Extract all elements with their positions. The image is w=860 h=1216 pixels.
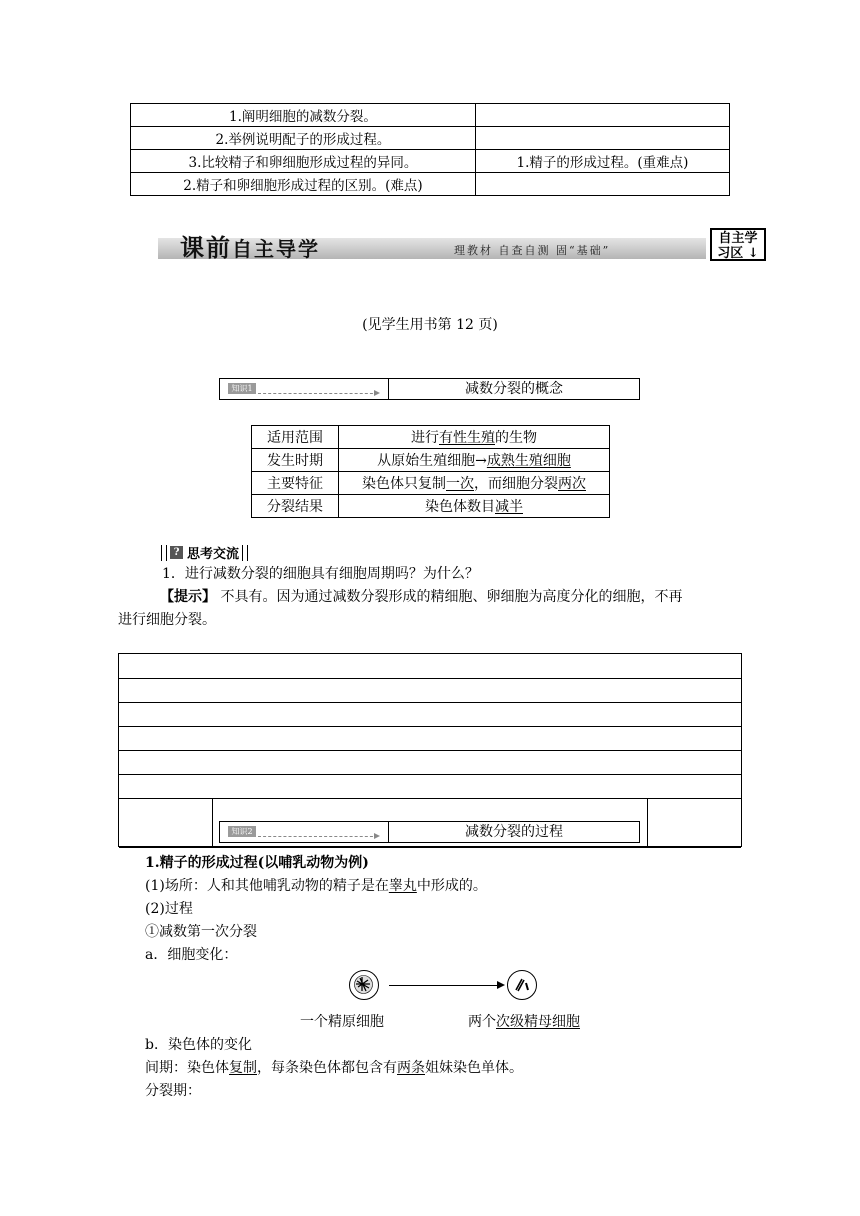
arrow-line — [389, 985, 499, 986]
knowledge-tag: 知识2 — [228, 826, 256, 837]
objective-cell: 3.比较精子和卵细胞形成过程的异同。 — [131, 150, 476, 173]
knowledge-title: 减数分裂的概念 — [465, 381, 563, 397]
dashed-arrow-icon — [258, 836, 378, 837]
table-row — [252, 426, 610, 449]
concept-value: 从原始生殖细胞→成熟生殖细胞 — [339, 449, 610, 472]
meiosis1-label: ①减数第一次分裂 — [145, 924, 257, 940]
table-row — [252, 449, 610, 472]
place-line: (1)场所：人和其他哺乳动物的精子是在睾丸中形成的。 — [145, 878, 487, 894]
table-row — [131, 104, 730, 127]
secondary-spermatocyte-icon — [507, 970, 537, 1000]
process-heading: 1.精子的形成过程(以哺乳动物为例) — [145, 855, 369, 871]
spermatogonium-icon — [349, 970, 379, 1000]
objective-cell: 1.精子的形成过程。(重难点) — [476, 150, 730, 173]
concept-table — [251, 425, 610, 518]
book-reference: (见学生用书第 12 页) — [362, 317, 498, 333]
table-row — [131, 150, 730, 173]
knowledge-header-2 — [219, 821, 640, 843]
banner-title-rest: 自主导学 — [232, 237, 320, 261]
lined-note-box — [118, 653, 742, 847]
think-answer-cont: 进行细胞分裂。 — [118, 612, 216, 628]
section-banner — [158, 228, 768, 264]
table-row — [252, 495, 610, 518]
think-heading — [158, 543, 251, 562]
arrow-head-icon — [497, 981, 505, 989]
box-line2: 习区 — [717, 246, 744, 261]
objective-cell — [476, 104, 730, 127]
banner-subtitle: 理教材 自查自测 固“基础” — [454, 244, 611, 257]
process-label: (2)过程 — [145, 901, 193, 917]
question-icon: ? — [170, 546, 183, 559]
objective-cell — [476, 173, 730, 196]
hint-label: 【提示】 — [160, 589, 216, 605]
banner-title — [180, 228, 320, 263]
chromosome-change-label: b．染色体的变化 — [145, 1037, 252, 1053]
table-row — [252, 472, 610, 495]
self-study-box — [710, 228, 766, 261]
think-question: 1．进行减数分裂的细胞具有细胞周期吗？为什么？ — [162, 566, 479, 582]
cell-diagram — [349, 970, 549, 1004]
cell-a-label: 一个精原细胞 — [300, 1014, 384, 1030]
interphase-line: 间期：染色体复制，每条染色体都包含有两条姐妹染色单体。 — [145, 1060, 523, 1076]
division-label: 分裂期： — [145, 1083, 201, 1099]
banner-title-main: 课前 — [180, 233, 232, 262]
objective-cell: 2.举例说明配子的形成过程。 — [131, 127, 476, 150]
down-arrow-icon: ↓ — [747, 246, 759, 261]
think-answer: 【提示】 不具有。因为通过减数分裂形成的精细胞、卵细胞为高度分化的细胞，不再 — [160, 589, 683, 605]
knowledge-title: 减数分裂的过程 — [465, 824, 563, 840]
concept-value: 进行有性生殖的生物 — [339, 426, 610, 449]
box-line1: 自主学 — [718, 231, 758, 246]
table-row — [131, 173, 730, 196]
concept-key: 发生时期 — [252, 449, 339, 472]
dashed-arrow-icon — [258, 393, 378, 394]
concept-key: 主要特征 — [252, 472, 339, 495]
concept-value: 染色体数目减半 — [339, 495, 610, 518]
think-title: 思考交流 — [187, 547, 240, 562]
objectives-table — [130, 103, 730, 196]
knowledge-header-1 — [219, 378, 640, 400]
right-arrow-icon: → — [475, 453, 487, 469]
concept-key: 分裂结果 — [252, 495, 339, 518]
concept-value: 染色体只复制一次，而细胞分裂两次 — [339, 472, 610, 495]
objective-cell — [476, 127, 730, 150]
objective-cell: 2.精子和卵细胞形成过程的区别。(难点) — [131, 173, 476, 196]
table-row — [131, 127, 730, 150]
objective-cell: 1.阐明细胞的减数分裂。 — [131, 104, 476, 127]
knowledge-tag: 知识1 — [228, 383, 256, 394]
cell-b-label: 两个次级精母细胞 — [468, 1014, 580, 1030]
concept-key: 适用范围 — [252, 426, 339, 449]
cell-change-label: a．细胞变化： — [145, 947, 238, 963]
